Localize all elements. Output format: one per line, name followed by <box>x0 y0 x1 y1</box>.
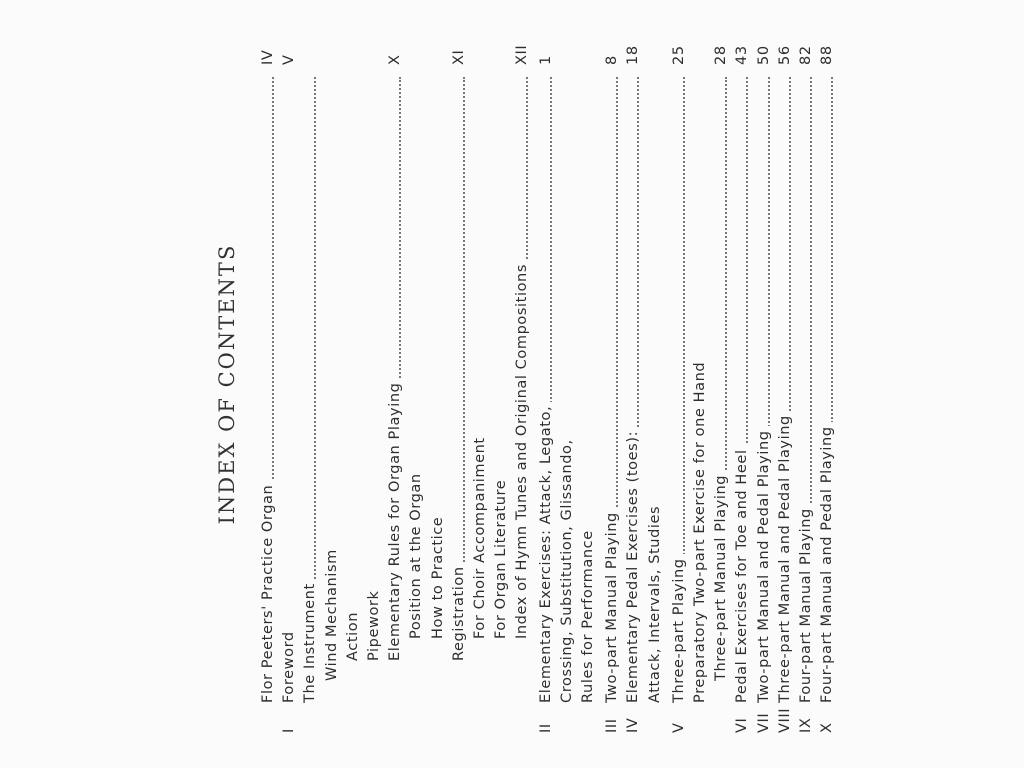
page-number: X <box>387 54 404 65</box>
toc-entry <box>689 29 711 739</box>
toc-entry <box>644 29 666 739</box>
toc-entry <box>405 29 427 739</box>
entry-title: Action <box>342 608 364 661</box>
entry-title: Four-part Manual and Pedal Playing <box>816 422 838 703</box>
entry-title: Crossing, Substitution, Glissando, <box>556 435 578 703</box>
page-title: INDEX OF CONTENTS <box>215 243 239 525</box>
entry-title: Three-part Playing <box>668 554 690 703</box>
page-number: 1 <box>537 55 554 65</box>
chapter-number: X <box>819 722 836 733</box>
toc-entry <box>710 29 732 739</box>
entry-title: For Choir Accompaniment <box>469 433 491 639</box>
page-number: 8 <box>604 55 621 65</box>
toc-entry <box>601 29 623 739</box>
page-number: XII <box>514 44 531 65</box>
toc-entry <box>278 29 300 739</box>
entry-title: Pedal Exercises for Toe and Heel <box>731 445 753 703</box>
toc-entry <box>384 29 406 739</box>
toc-entry <box>342 29 364 739</box>
toc-entry <box>427 29 449 739</box>
entry-title: Foreword <box>278 627 300 703</box>
entry-title: For Organ Literature <box>490 476 512 639</box>
entry-title: Elementary Pedal Exercises (toes): <box>622 427 644 703</box>
chapter-number: VII <box>755 712 772 733</box>
page-number: IV <box>260 49 276 65</box>
chapter-number: III <box>604 718 621 733</box>
toc-entry <box>556 29 578 739</box>
toc-entry <box>511 29 533 739</box>
toc-entry <box>753 29 775 739</box>
page-number: 18 <box>625 45 642 65</box>
toc-entry <box>363 29 385 739</box>
page-number: 82 <box>798 45 814 65</box>
chapter-number: VI <box>734 717 751 733</box>
entry-title: Index of Hymn Tunes and Original Compositions <box>511 260 533 639</box>
rotated-content <box>207 29 836 739</box>
toc-entry <box>490 29 512 739</box>
entry-title: Four-part Manual Playing <box>795 504 817 703</box>
toc-entry <box>321 29 343 739</box>
entry-title: Pipework <box>363 587 385 661</box>
entry-title: Rules for Performance <box>577 526 599 703</box>
page-number: 43 <box>734 45 751 65</box>
chapter-number: II <box>537 723 554 733</box>
toc-entry <box>535 29 557 739</box>
contents-list <box>257 29 836 739</box>
page-number: 50 <box>755 45 772 65</box>
chapter-number: IV <box>625 717 642 733</box>
toc-entry <box>622 29 644 739</box>
chapter-number: V <box>670 722 687 733</box>
chapter-number: IX <box>798 717 814 733</box>
page-number: 25 <box>670 45 687 65</box>
entry-title: How to Practice <box>427 513 449 639</box>
entry-title: Two-part Manual Playing <box>601 508 623 703</box>
entry-title: Wind Mechanism <box>321 545 343 681</box>
chapter-number: I <box>281 728 298 733</box>
toc-entry <box>577 29 599 739</box>
toc-entry <box>668 29 690 739</box>
entry-title: The Instrument <box>299 579 321 703</box>
toc-entry <box>795 29 817 739</box>
page-number: 56 <box>776 45 793 65</box>
entry-title: Attack, Intervals, Studies <box>644 502 666 703</box>
page-number: 88 <box>819 45 836 65</box>
toc-entry <box>257 29 279 739</box>
entry-title: Registration <box>448 562 470 661</box>
chapter-number: VIII <box>776 707 793 733</box>
page-number: V <box>281 54 298 65</box>
toc-entry <box>469 29 491 739</box>
entry-title: Elementary Exercises: Attack, Legato, <box>535 402 557 703</box>
entry-title: Preparatory Two-part Exercise for one Hand <box>689 358 711 703</box>
toc-entry <box>816 29 838 739</box>
entry-title: Flor Peeters' Practice Organ <box>257 481 279 703</box>
page-number: 28 <box>713 45 730 65</box>
page-number: XI <box>450 49 467 65</box>
toc-entry <box>731 29 753 739</box>
entry-title: Three-part Manual Playing <box>710 471 732 681</box>
toc-entry <box>299 29 321 739</box>
entry-title: Three-part Manual and Pedal Playing <box>774 411 796 703</box>
toc-entry <box>448 29 470 739</box>
toc-entry <box>774 29 796 739</box>
entry-title: Elementary Rules for Organ Playing <box>384 379 406 661</box>
entry-title: Position at the Organ <box>405 469 427 639</box>
entry-title: Two-part Manual and Pedal Playing <box>753 426 775 703</box>
